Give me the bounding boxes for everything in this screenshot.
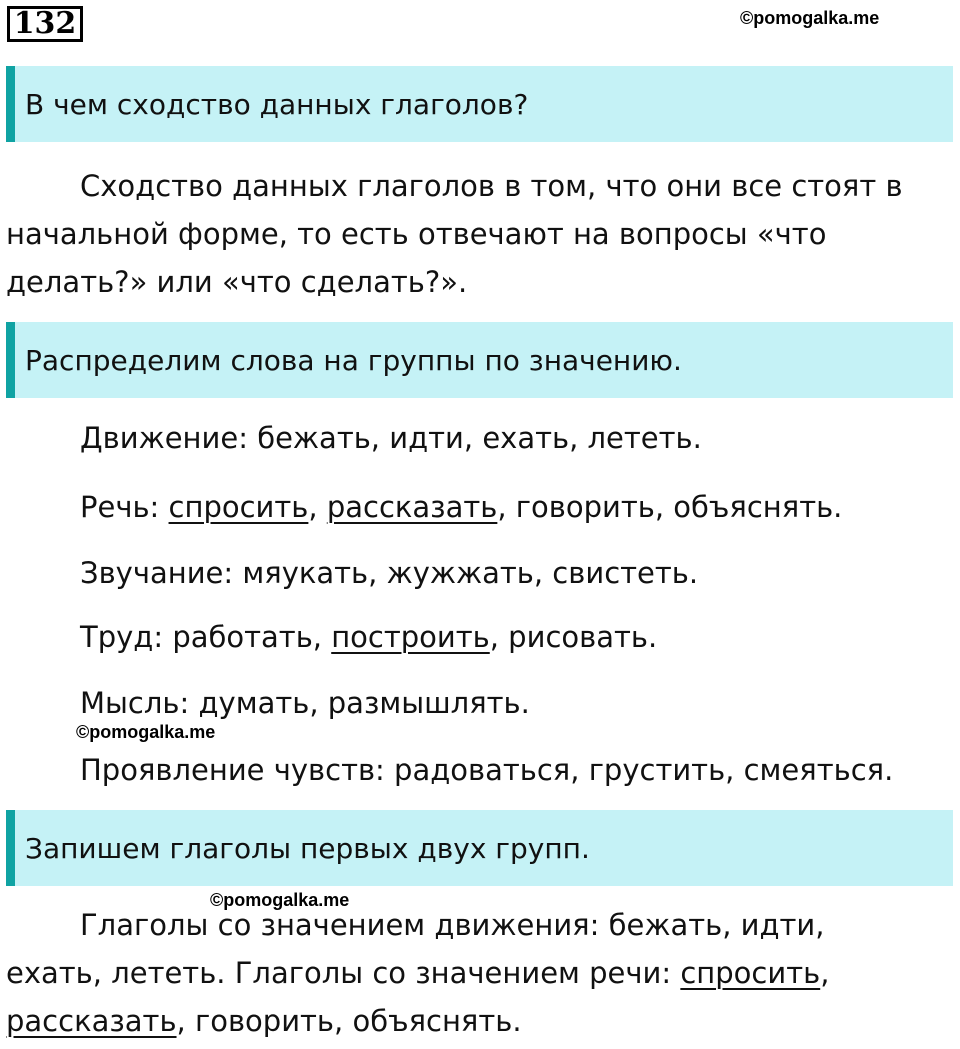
group-work — [80, 619, 657, 655]
task-number: 132 — [13, 6, 77, 41]
underlined-word-rasskazat: рассказать — [326, 490, 498, 524]
group-speech-prefix: Речь: — [80, 490, 169, 524]
answer-3-line-2 — [6, 949, 951, 997]
watermark-top: ©pomogalka.me — [740, 8, 880, 28]
group-thought: Мысль: думать, размышлять. — [80, 686, 530, 720]
answer-paragraph-1 — [6, 162, 951, 306]
group-speech-sep: , — [308, 490, 327, 524]
watermark-middle: ©pomogalka.me — [76, 722, 216, 742]
answer-paragraph-3 — [6, 901, 951, 1045]
question-banner-3 — [6, 810, 953, 886]
question-2-text: Распределим слова на группы по значению. — [25, 343, 682, 377]
answer-3-line-2-prefix: ехать, лететь. Глаголы со значением речи: — [6, 956, 681, 990]
answer-1-line-3: делать?» или «что сделать?». — [6, 265, 468, 299]
group-sound: Звучание: мяукать, жужжать, свистеть. — [80, 556, 699, 590]
question-banner-2 — [6, 322, 953, 398]
question-3-text: Запишем глаголы первых двух групп. — [25, 831, 590, 865]
task-number-box — [7, 6, 83, 42]
question-1-text: В чем сходство данных глаголов? — [25, 87, 529, 121]
underlined-word-sprosit: спросить — [168, 490, 309, 524]
underlined-word-sprosit-2: спросить — [680, 956, 821, 990]
answer-3-line-1: Глаголы со значением движения: бежать, идти, — [80, 908, 825, 942]
answer-3-line-2-rest: , — [820, 956, 830, 990]
answer-3-line-3-rest: , говорить, объяснять. — [176, 1004, 522, 1038]
underlined-word-rasskazat-2: рассказать — [6, 1004, 177, 1038]
watermark-bottom: ©pomogalka.me — [210, 890, 350, 910]
group-speech-rest: , говорить, объяснять. — [497, 490, 843, 524]
group-speech — [80, 489, 842, 525]
group-feelings: Проявление чувств: радоваться, грустить, смеяться. — [80, 753, 894, 787]
question-banner-1 — [6, 66, 953, 142]
group-work-rest: , рисовать. — [489, 620, 658, 654]
answer-1-line-2: начальной форме, то есть отвечают на вопросы «что — [6, 217, 827, 251]
underlined-word-postroit: построить — [331, 620, 490, 654]
group-work-prefix: Труд: работать, — [80, 620, 332, 654]
answer-3-line-3 — [6, 997, 951, 1045]
answer-1-line-1: Сходство данных глаголов в том, что они все стоят в — [80, 169, 903, 203]
group-movement: Движение: бежать, идти, ехать, лететь. — [80, 421, 702, 455]
